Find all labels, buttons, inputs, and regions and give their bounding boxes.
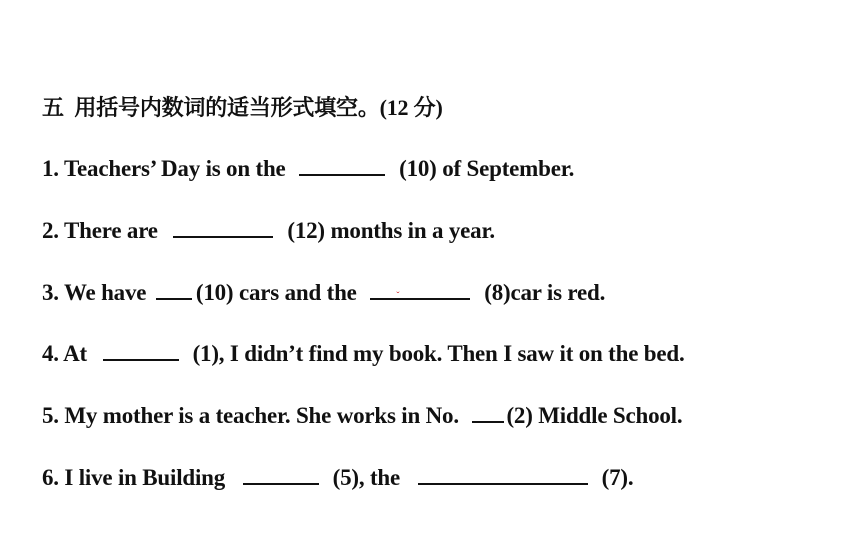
answer-blank[interactable]: [418, 463, 588, 485]
question-text-after: Middle School.: [538, 403, 683, 428]
red-check-mark-icon: ˇ: [396, 291, 400, 302]
question-4: [42, 339, 685, 369]
question-text-after: I didn’t find my book. Then I saw it on the bed.: [229, 341, 685, 366]
question-number: 1.: [42, 156, 59, 181]
question-5: [42, 401, 682, 431]
number-hint: (2): [506, 403, 533, 428]
question-text-before: We have: [64, 280, 147, 305]
question-text-after: months in a year.: [330, 218, 495, 243]
answer-blank[interactable]: [243, 463, 319, 485]
question-text-before: I live in Building: [64, 465, 226, 490]
number-hint: (10): [399, 156, 437, 181]
section-heading: [42, 93, 443, 124]
question-6: [42, 463, 633, 493]
section-points: (12 分): [379, 95, 443, 120]
number-hint: (12): [287, 218, 325, 243]
question-number: 4.: [42, 341, 59, 366]
answer-blank-with-mark[interactable]: [362, 278, 484, 308]
question-text-after: car is red.: [510, 280, 606, 305]
question-text-before: My mother is a teacher. She works in No.: [64, 403, 459, 428]
answer-blank[interactable]: [103, 339, 179, 361]
question-number: 3.: [42, 280, 59, 305]
number-hint: (5), the: [332, 465, 401, 490]
number-hint: (8): [484, 280, 511, 305]
answer-blank[interactable]: [472, 401, 504, 423]
answer-blank[interactable]: [156, 278, 192, 300]
answer-blank[interactable]: [299, 154, 385, 176]
question-number: 6.: [42, 465, 59, 490]
question-number: 2.: [42, 218, 59, 243]
question-2: [42, 216, 495, 246]
question-text-before: There are: [64, 218, 158, 243]
section-number: 五: [42, 96, 64, 121]
number-hint: (1),: [192, 341, 225, 366]
section-instruction: 用括号内数词的适当形式填空。: [74, 96, 380, 121]
question-number: 5.: [42, 403, 59, 428]
answer-blank[interactable]: [173, 216, 273, 238]
question-text-middle: cars and the: [238, 280, 357, 305]
question-text-before: Teachers’ Day is on the: [64, 156, 286, 181]
answer-blank[interactable]: [370, 278, 470, 300]
question-text-after: of September.: [442, 156, 575, 181]
number-hint: (10): [195, 280, 234, 305]
question-3: [42, 278, 605, 308]
question-1: [42, 154, 574, 184]
question-text-before: At: [63, 341, 88, 366]
number-hint: (7).: [601, 465, 634, 490]
